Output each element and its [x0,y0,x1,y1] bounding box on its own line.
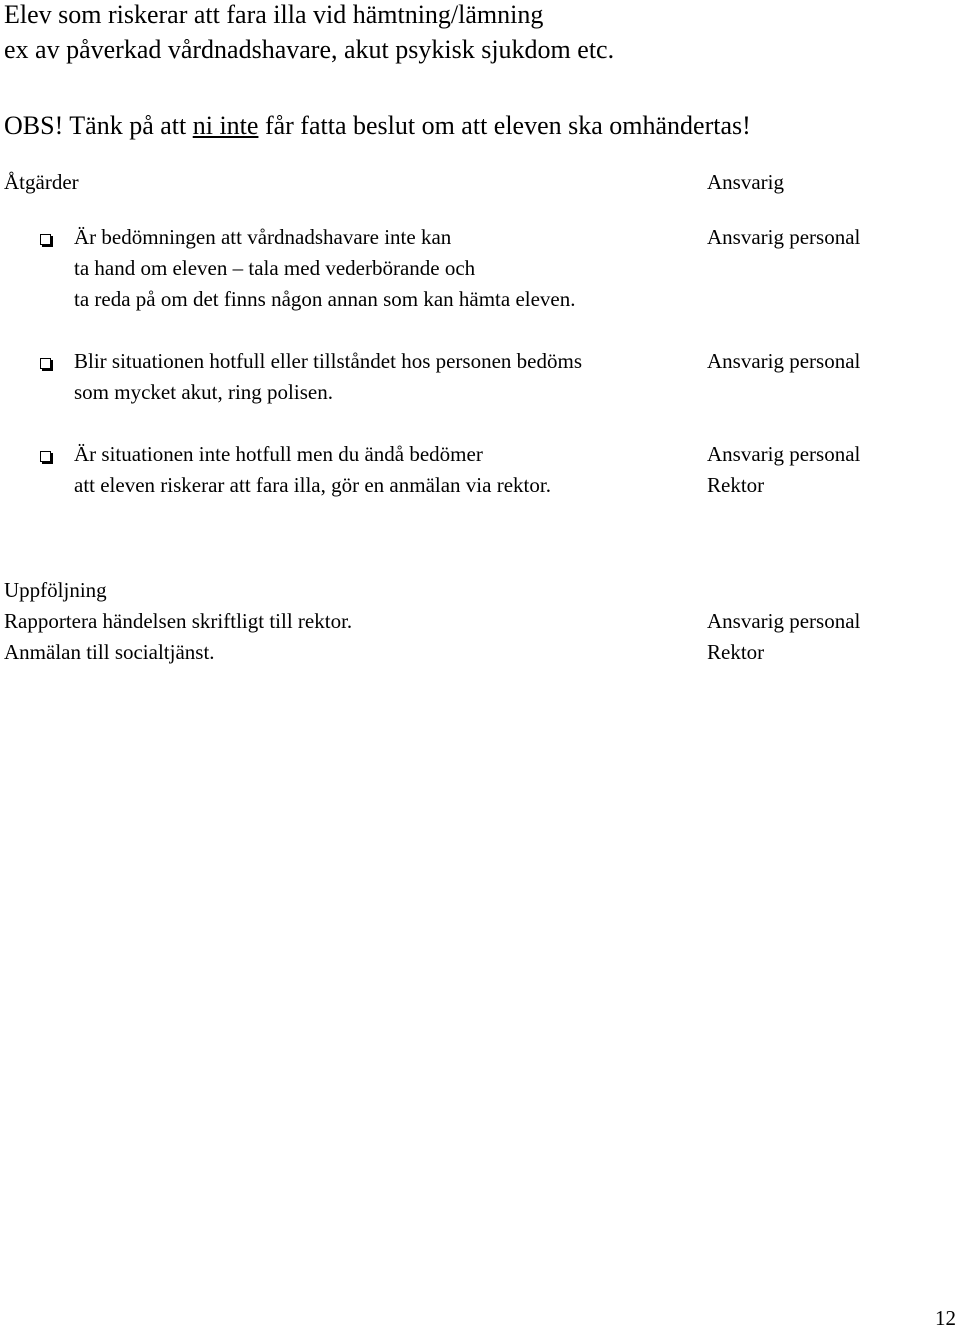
obs-note [4,108,751,144]
followup-responsible-1: Ansvarig personal [707,609,861,633]
action-item-3-line-1: Är situationen inte hotfull men du ändå bedömer [74,442,483,466]
action-item-3-responsible-2: Rektor [707,473,765,497]
followup-responsible-2: Rektor [707,640,765,664]
actions-header: Åtgärder [4,170,79,194]
page-number: 12 [935,1306,956,1330]
followup-line-1: Rapportera händelsen skriftligt till rektor. [4,609,353,633]
checkbox-icon[interactable] [40,451,51,462]
action-item-3-responsible-1: Ansvarig personal [707,442,861,466]
followup-title: Uppföljning [4,578,107,602]
action-item-1-responsible: Ansvarig personal [707,225,861,249]
obs-note-emphasis: ni inte [192,111,259,140]
document-heading-line2: ex av påverkad vårdnadshavare, akut psykisk sjukdom etc. [4,35,615,64]
action-item-2-line-1: Blir situationen hotfull eller tillståndet hos personen bedöms [74,349,582,373]
action-item-1-line-3: ta reda på om det finns någon annan som kan hämta eleven. [74,287,576,311]
checkbox-icon[interactable] [40,234,51,245]
obs-note-suffix: får fatta beslut om att eleven ska omhändertas! [258,111,751,140]
action-item-1-line-2: ta hand om eleven – tala med vederbörande och [74,256,476,280]
action-item-2-line-2: som mycket akut, ring polisen. [74,380,333,404]
obs-note-prefix: OBS! Tänk på att [4,111,193,140]
responsible-header: Ansvarig [707,170,784,194]
action-item-1-line-1: Är bedömningen att vårdnadshavare inte kan [74,225,452,249]
document-heading-line1: Elev som riskerar att fara illa vid hämtning/lämning [4,0,544,29]
action-item-3-line-2: att eleven riskerar att fara illa, gör en anmälan via rektor. [74,473,551,497]
checkbox-icon[interactable] [40,358,51,369]
followup-line-2: Anmälan till socialtjänst. [4,640,215,664]
action-item-2-responsible: Ansvarig personal [707,349,861,373]
